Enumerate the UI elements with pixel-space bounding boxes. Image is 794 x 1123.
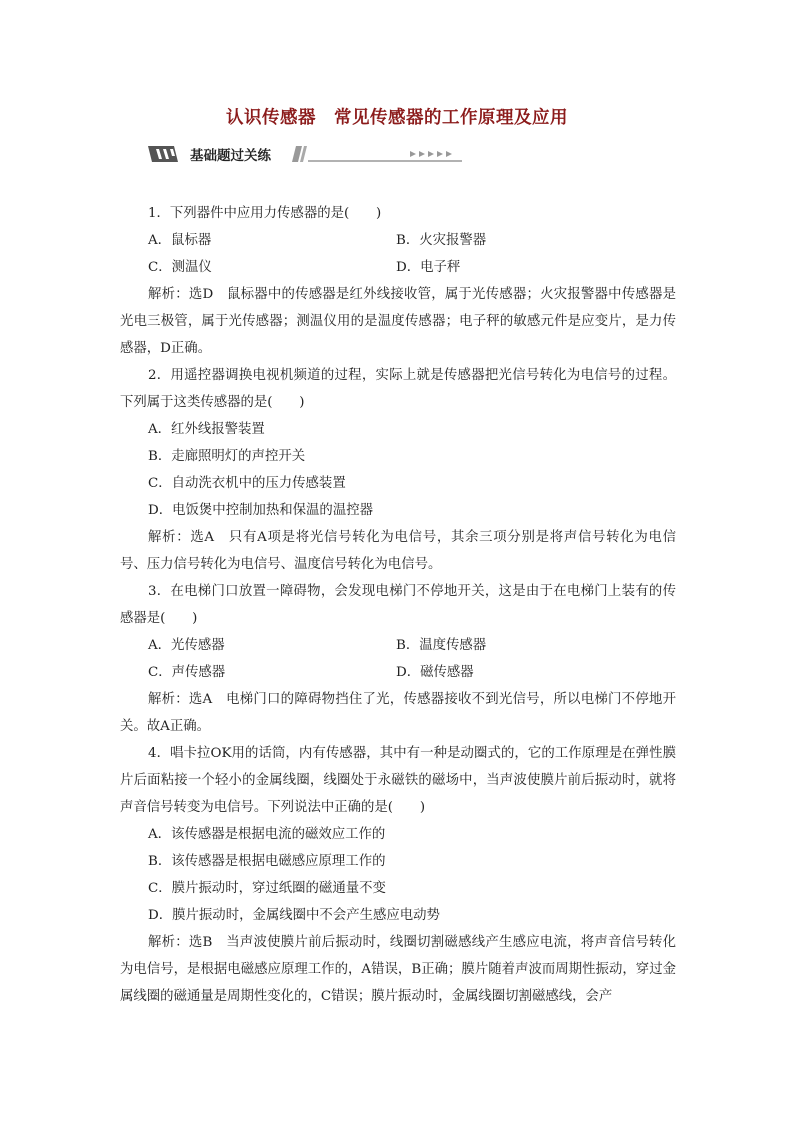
- section-banner: [148, 143, 462, 165]
- question-2-option-c: C．自动洗衣机中的压力传感装置: [148, 476, 346, 491]
- question-3-analysis: 解析：选A 电梯门口的障碍物挡住了光，传感器接收不到光信号，所以电梯门不停地开关。故A正确。: [120, 692, 676, 734]
- page-title: 认识传感器 常见传感器的工作原理及应用: [226, 108, 568, 128]
- section-label: 基础题过关练: [190, 148, 271, 164]
- question-2-option-b: B．走廊照明灯的声控开关: [148, 449, 306, 464]
- question-1-option-c: C．测温仪: [148, 260, 212, 275]
- question-4-option-b: B．该传感器是根据电磁感应原理工作的: [148, 854, 386, 869]
- question-3-options-row-2: [120, 659, 676, 686]
- question-3-option-a: A．光传感器: [148, 638, 225, 653]
- question-2-analysis: 解析：选A 只有A项是将光信号转化为电信号，其余三项分别是将声信号转化为电信号、压力信号转化为电信号、温度信号转化为电信号。: [120, 530, 676, 572]
- question-3-option-d: D．磁传感器: [396, 665, 474, 680]
- question-4-option-d: D．膜片振动时，金属线圈中不会产生感应电动势: [148, 908, 440, 923]
- question-2-option-a: A．红外线报警装置: [148, 422, 265, 437]
- question-list: [120, 200, 676, 1010]
- question-1-options-row-2: [120, 254, 676, 281]
- question-4-analysis: 解析：选B 当声波使膜片前后振动时，线圈切割磁感线产生感应电流，将声音信号转化为电信号，是根据电磁感应原理工作的，A错误，B正确；膜片随着声波而周期性振动，穿过金属线圈的磁通量是周期性变化的，C错误；膜片振动时，金属线圈切割磁感线，会产: [120, 935, 676, 1004]
- question-3-options-row-1: [120, 632, 676, 659]
- question-1-option-d: D．电子秤: [396, 260, 461, 275]
- question-3-option-b: B．温度传感器: [396, 638, 487, 653]
- question-1-option-b: B．火灾报警器: [396, 233, 487, 248]
- question-2-option-d: D．电饭煲中控制加热和保温的温控器: [148, 503, 373, 518]
- question-3-stem: 3．在电梯门口放置一障碍物，会发现电梯门不停地开关，这是由于在电梯门上装有的传感器是( ): [120, 584, 676, 626]
- question-1-option-a: A．鼠标器: [148, 233, 212, 248]
- question-4-stem: 4．唱卡拉OK用的话筒，内有传感器，其中有一种是动圈式的，它的工作原理是在弹性膜片后面粘接一个轻小的金属线圈，线圈处于永磁铁的磁场中，当声波使膜片前后振动时，就将声音信号转变为电信号。下列说法中正确的是( ): [120, 746, 676, 815]
- question-3-option-c: C．声传感器: [148, 665, 226, 680]
- question-2-stem: 2．用遥控器调换电视机频道的过程，实际上就是传感器把光信号转化为电信号的过程。下列属于这类传感器的是( ): [120, 368, 676, 410]
- question-1-options-row-1: [120, 227, 676, 254]
- question-4-option-c: C．膜片振动时，穿过纸圈的磁通量不变: [148, 881, 386, 896]
- question-1-analysis: 解析：选D 鼠标器中的传感器是红外线接收管，属于光传感器；火灾报警器中传感器是光电三极管，属于光传感器；测温仪用的是温度传感器；电子秤的敏感元件是应变片，是力传感器，D正确。: [120, 287, 676, 356]
- question-1-stem: 1．下列器件中应用力传感器的是( ): [148, 206, 382, 221]
- question-4-option-a: A．该传感器是根据电流的磁效应工作的: [148, 827, 386, 842]
